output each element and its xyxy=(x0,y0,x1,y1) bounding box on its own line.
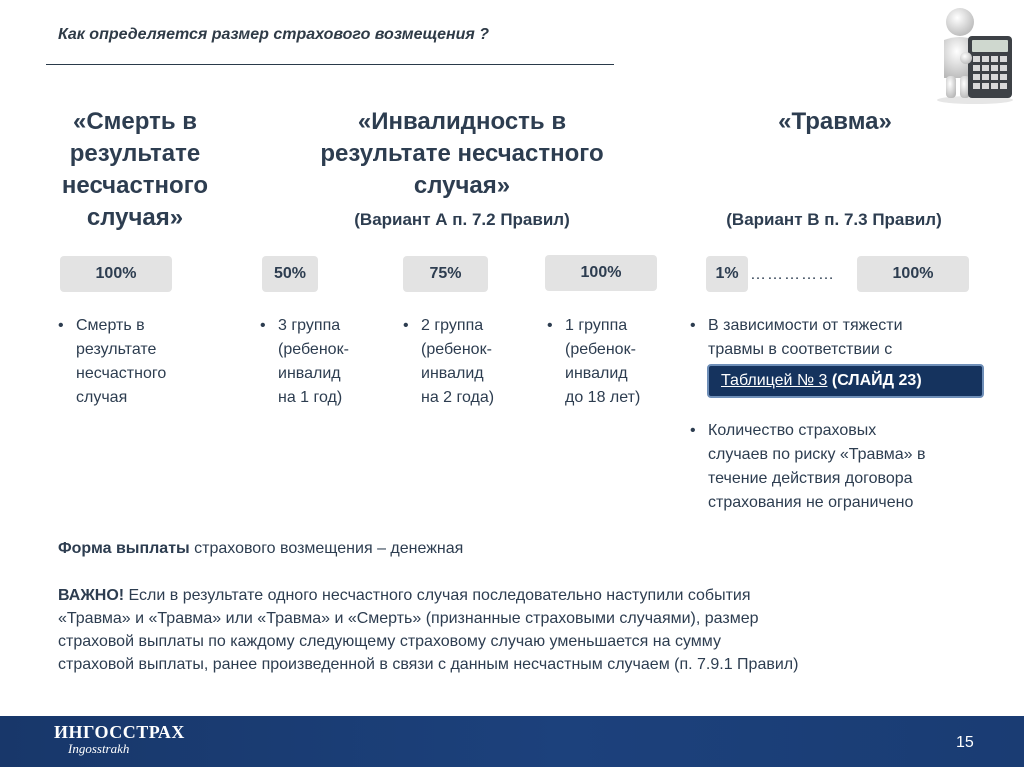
disability-title-line: «Инвалидность в xyxy=(357,108,567,135)
important-label: ВАЖНО! xyxy=(58,587,125,604)
slide-ref: (СЛАЙД 23) xyxy=(831,372,922,389)
bullet-text: несчастного xyxy=(76,365,167,382)
range-dots: …………… xyxy=(750,266,835,283)
percent-badge-group1: 100% xyxy=(545,255,657,291)
list-item xyxy=(403,314,543,414)
disability-title-line: случая» xyxy=(413,172,511,199)
bullet-text: травмы в соответствии с xyxy=(708,341,893,358)
important-note xyxy=(58,584,998,676)
list-item xyxy=(547,314,687,414)
bullet-text: до 18 лет) xyxy=(565,389,641,406)
payment-form-text xyxy=(58,537,463,560)
percent-badge-injury-min: 1% xyxy=(706,256,748,292)
table3-slide23-link[interactable] xyxy=(707,364,984,398)
death-title-line: несчастного xyxy=(61,172,209,199)
important-line: «Травма» и «Травма» или «Травма» и «Смерть» (признанные страховыми случаями), размер xyxy=(58,610,759,627)
bullet-text: (ребенок- xyxy=(421,341,492,358)
important-line: страховой выплаты, ранее произведенной в связи с данным несчастным случаем (п. 7.9.1 Правил) xyxy=(58,656,799,673)
important-line: Если в результате одного несчастного случая последовательно наступили события xyxy=(124,587,751,604)
bullet-text: (ребенок- xyxy=(565,341,636,358)
list-item xyxy=(690,314,990,364)
person-calculator-icon xyxy=(930,6,1020,104)
list-item xyxy=(690,419,1000,519)
bullet-marker: • xyxy=(690,317,696,334)
bullet-text: 3 группа xyxy=(278,317,341,334)
bullet-marker: • xyxy=(547,317,553,334)
list-item xyxy=(58,314,238,414)
bullet-text: 2 группа xyxy=(421,317,484,334)
percent-badge-injury-max: 100% xyxy=(857,256,969,292)
percent-badge-group3: 50% xyxy=(262,256,318,292)
bullet-text: В зависимости от тяжести xyxy=(708,317,903,334)
bullet-marker: • xyxy=(260,317,266,334)
bullet-marker: • xyxy=(690,422,696,439)
bullet-text: инвалид xyxy=(565,365,628,382)
bullet-marker: • xyxy=(58,317,64,334)
payment-form-label: Форма выплаты xyxy=(58,540,190,557)
death-title-line: результате xyxy=(69,140,201,167)
disability-subtitle: (Вариант А п. 7.2 Правил) xyxy=(354,210,570,229)
bullet-text: случаев по риску «Травма» в xyxy=(708,446,926,463)
bullet-text: Количество страховых xyxy=(708,422,877,439)
bullet-text: течение действия договора xyxy=(708,470,913,487)
list-item xyxy=(260,314,400,414)
injury-subtitle: (Вариант В п. 7.3 Правил) xyxy=(726,210,942,229)
disability-title-line: результате несчастного xyxy=(320,140,604,167)
important-line: страховой выплаты по каждому следующему страховому случаю уменьшается на сумму xyxy=(58,633,721,650)
logo-sub-text: Ingosstrakh xyxy=(68,741,130,756)
bullet-text: на 2 года) xyxy=(421,389,495,406)
bullet-text: Смерть в xyxy=(76,317,145,334)
page-number: 15 xyxy=(956,734,974,751)
company-logo xyxy=(54,722,185,757)
bullet-text: инвалид xyxy=(278,365,341,382)
death-title-line: случая» xyxy=(86,204,184,231)
bullet-text: на 1 год) xyxy=(278,389,343,406)
disability-column-title xyxy=(272,106,652,202)
death-column-title xyxy=(40,106,230,234)
percent-badge-death: 100% xyxy=(60,256,172,292)
page-title: Как определяется размер страхового возмещения ? xyxy=(58,26,490,43)
payment-form-value: страхового возмещения – денежная xyxy=(189,540,464,557)
table3-link-text[interactable]: Таблицей № 3 xyxy=(721,372,828,389)
logo-main-text: ИНГОССТРАХ xyxy=(54,722,185,742)
percent-badge-group2: 75% xyxy=(403,256,488,292)
header-divider xyxy=(46,64,614,65)
bullet-text: страхования не ограничено xyxy=(708,494,914,511)
bullet-marker: • xyxy=(403,317,409,334)
injury-column-title: «Травма» xyxy=(778,108,892,135)
bullet-text: случая xyxy=(76,389,128,406)
bullet-text: результате xyxy=(76,341,157,358)
bullet-text: 1 группа xyxy=(565,317,628,334)
bullet-text: инвалид xyxy=(421,365,484,382)
bullet-text: (ребенок- xyxy=(278,341,349,358)
death-title-line: «Смерть в xyxy=(72,108,198,135)
